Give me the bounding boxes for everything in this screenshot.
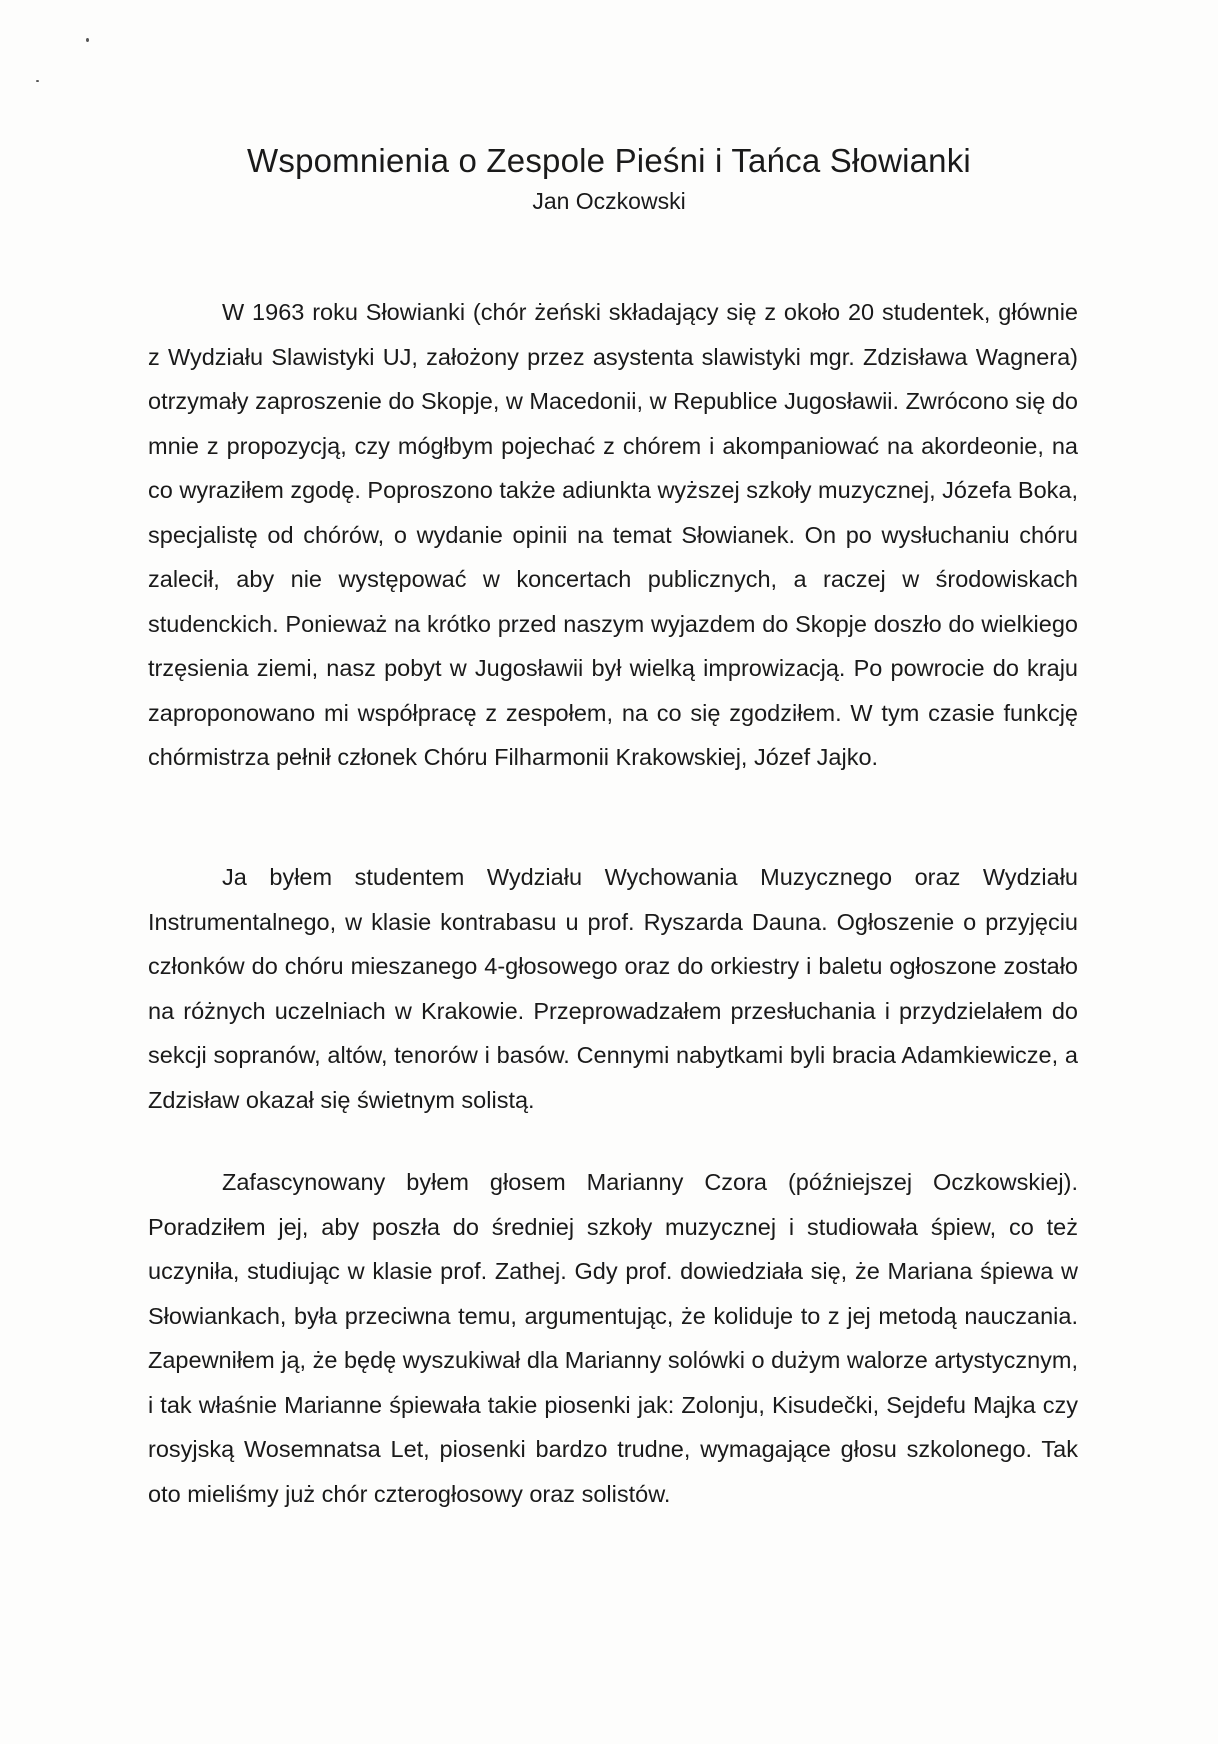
paragraph-1: W 1963 roku Słowianki (chór żeński składający się z około 20 studentek, głównie z Wydziału Slawistyki UJ, założony przez asystenta slawistyki mgr. Zdzisława Wagnera) otrzymały zaproszenie do Skopje, w Macedonii, w Republice Jugosławii. Zwrócono się do mnie z propozycją, czy mógłbym pojechać z chórem i akompaniować na akordeonie, na co wyraziłem zgodę. Poproszono także adiunkta wyższej szkoły muzycznej, Józefa Boka, specjalistę od chórów, o wydanie opinii na temat Słowianek. On po wysłuchaniu chóru zalecił, aby nie występować w koncertach publicznych, a raczej w środowiskach studenckich. Ponieważ na krótko przed naszym wyjazdem do Skopje doszło do wielkiego trzęsienia ziemi, nasz pobyt w Jugosławii był wielką improwizacją. Po powrocie do kraju zaproponowano mi współpracę z zespołem, na co się zgodziłem. W tym czasie funkcję chórmistrza pełnił członek Chóru Filharmonii Krakowskiej, Józef Jajko.: [148, 299, 1078, 770]
scan-speck: [86, 38, 89, 42]
scan-speck: [36, 80, 39, 82]
paragraph-2: Ja byłem studentem Wydziału Wychowania Muzycznego oraz Wydziału Instrumentalnego, w klasie kontrabasu u prof. Ryszarda Dauna. Ogłoszenie o przyjęciu członków do chóru mieszanego 4-głosowego oraz do orkiestry i baletu ogłoszone zostało na różnych uczelniach w Krakowie. Przeprowadzałem przesłuchania i przydzielałem do sekcji sopranów, altów, tenorów i basów. Cennymi nabytkami byli bracia Adamkiewicze, a Zdzisław okazał się świetnym solistą.: [148, 864, 1078, 1113]
document-title: Wspomnienia o Zespole Pieśni i Tańca Słowianki: [247, 142, 971, 179]
document-author: Jan Oczkowski: [532, 188, 686, 214]
paragraph-3: Zafascynowany byłem głosem Marianny Czora (późniejszej Oczkowskiej). Poradziłem jej, aby poszła do średniej szkoły muzycznej i studiowała śpiew, co też uczyniła, studiując w klasie prof. Zathej. Gdy prof. dowiedziała się, że Mariana śpiewa w Słowiankach, była przeciwna temu, argumentując, że koliduje to z jej metodą nauczania. Zapewniłem ją, że będę wyszukiwał dla Marianny solówki o dużym walorze artystycznym, i tak właśnie Marianne śpiewała takie piosenki jak: Zolonju, Kisudečki, Sejdefu Majka czy rosyjską Wosemnatsa Let, piosenki bardzo trudne, wymagające głosu szkolonego. Tak oto mieliśmy już chór czterogłosowy oraz solistów.: [148, 1169, 1078, 1507]
